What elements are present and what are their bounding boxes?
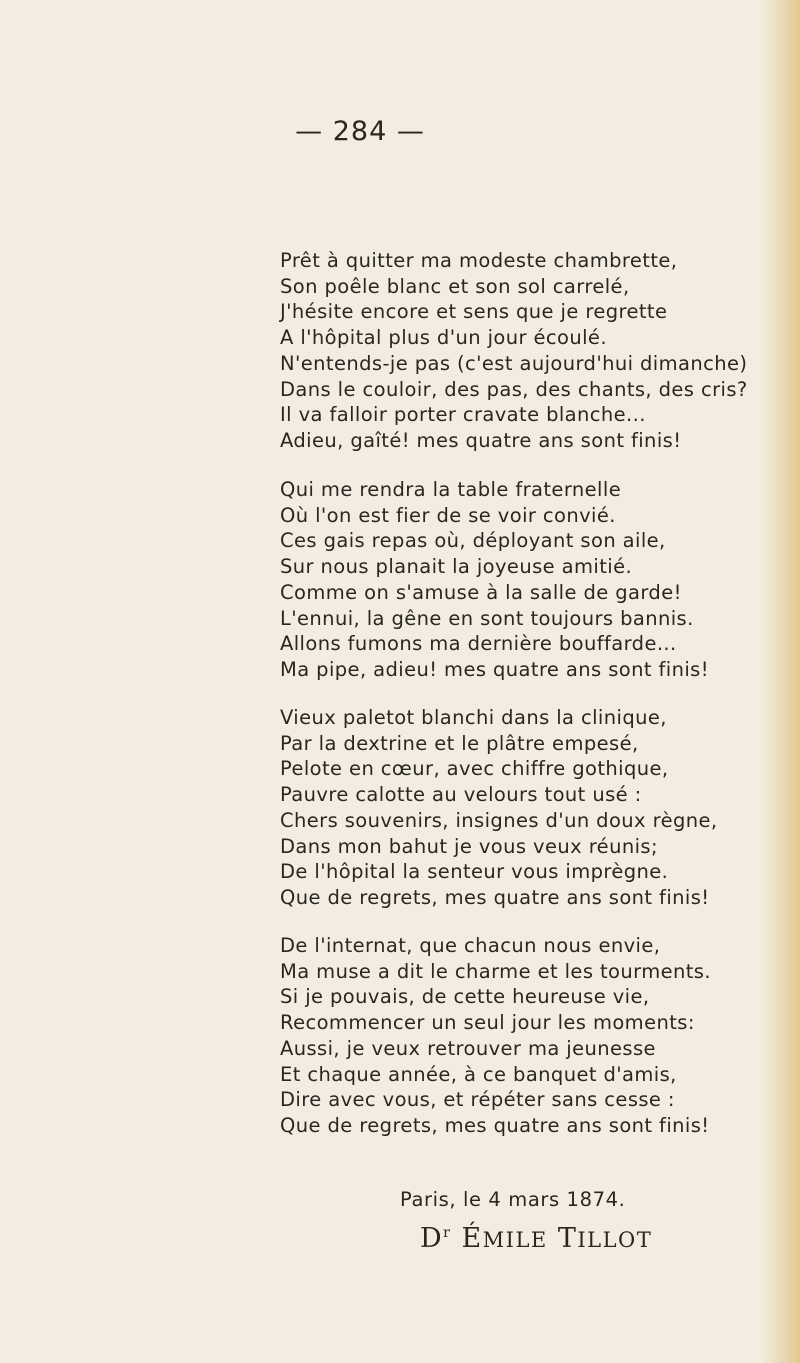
signature-first-rest: MILE [482, 1228, 548, 1252]
refrain-line: Adieu, gaîté! mes quatre ans sont finis! [280, 428, 682, 452]
verse-line: J'hésite encore et sens que je regrette [280, 300, 668, 324]
page-edge-shading [760, 0, 800, 1363]
verse-line: Et chaque année, à ce banquet d'amis, [280, 1062, 677, 1086]
refrain-line: Que de regrets, mes quatre ans sont finis! [280, 885, 710, 909]
poem-stanza-2 [280, 477, 709, 683]
verse-line: Ma muse a dit le charme et les tourments. [280, 959, 711, 983]
verse-line: Pauvre calotte au velours tout usé : [280, 783, 642, 807]
poem-stanza-4 [280, 933, 711, 1139]
verse-line: Prêt à quitter ma modeste chambrette, [280, 249, 678, 272]
verse-line: Qui me rendra la table fraternelle [280, 478, 622, 501]
poem-stanza-1 [280, 248, 748, 454]
verse-line: Son poêle blanc et son sol carrelé, [280, 274, 630, 298]
signature-first-initial: É [461, 1223, 483, 1254]
verse-line: Il va falloir porter cravate blanche... [280, 403, 646, 427]
verse-line: A l'hôpital plus d'un jour écoulé. [280, 326, 607, 350]
verse-line: Sur nous planait la joyeuse amitié. [280, 555, 633, 579]
verse-line: L'ennui, la gêne en sont toujours bannis. [280, 606, 694, 630]
signature-last-rest: ILLOT [577, 1228, 653, 1252]
date-place-line: Paris, le 4 mars 1874. [400, 1188, 626, 1211]
verse-line: De l'hôpital la senteur vous imprègne. [280, 860, 669, 884]
verse-line: Dire avec vous, et répéter sans cesse : [280, 1088, 675, 1112]
signature-last-initial: T [557, 1223, 578, 1254]
refrain-line: Ma pipe, adieu! mes quatre ans sont finis! [280, 657, 709, 681]
refrain-line: Que de regrets, mes quatre ans sont finis! [280, 1113, 710, 1137]
author-signature [420, 1223, 652, 1254]
verse-line: Par la dextrine et le plâtre empesé, [280, 731, 639, 755]
verse-line: Dans le couloir, des pas, des chants, des cris? [280, 377, 748, 401]
verse-line: Où l'on est fier de se voir convié. [280, 503, 616, 527]
verse-line: Comme on s'amuse à la salle de garde! [280, 580, 682, 604]
verse-line: Allons fumons ma dernière bouffarde... [280, 632, 677, 656]
verse-line: Chers souvenirs, insignes d'un doux règne, [280, 808, 718, 832]
verse-line: N'entends-je pas (c'est aujourd'hui dimanche) [280, 351, 748, 375]
signature-title-sup: r [443, 1225, 452, 1241]
signature-title: D [420, 1223, 444, 1254]
verse-line: Aussi, je veux retrouver ma jeunesse [280, 1036, 656, 1060]
verse-line: Recommencer un seul jour les moments: [280, 1011, 695, 1035]
verse-line: Vieux paletot blanchi dans la clinique, [280, 706, 667, 729]
verse-line: De l'internat, que chacun nous envie, [280, 934, 661, 957]
verse-line: Ces gais repas où, déployant son aile, [280, 529, 666, 553]
verse-line: Dans mon bahut je vous veux réunis; [280, 834, 658, 858]
verse-line: Si je pouvais, de cette heureuse vie, [280, 985, 650, 1009]
poem-stanza-3 [280, 705, 718, 911]
page-number: — 284 — [295, 116, 425, 147]
verse-line: Pelote en cœur, avec chiffre gothique, [280, 757, 669, 781]
